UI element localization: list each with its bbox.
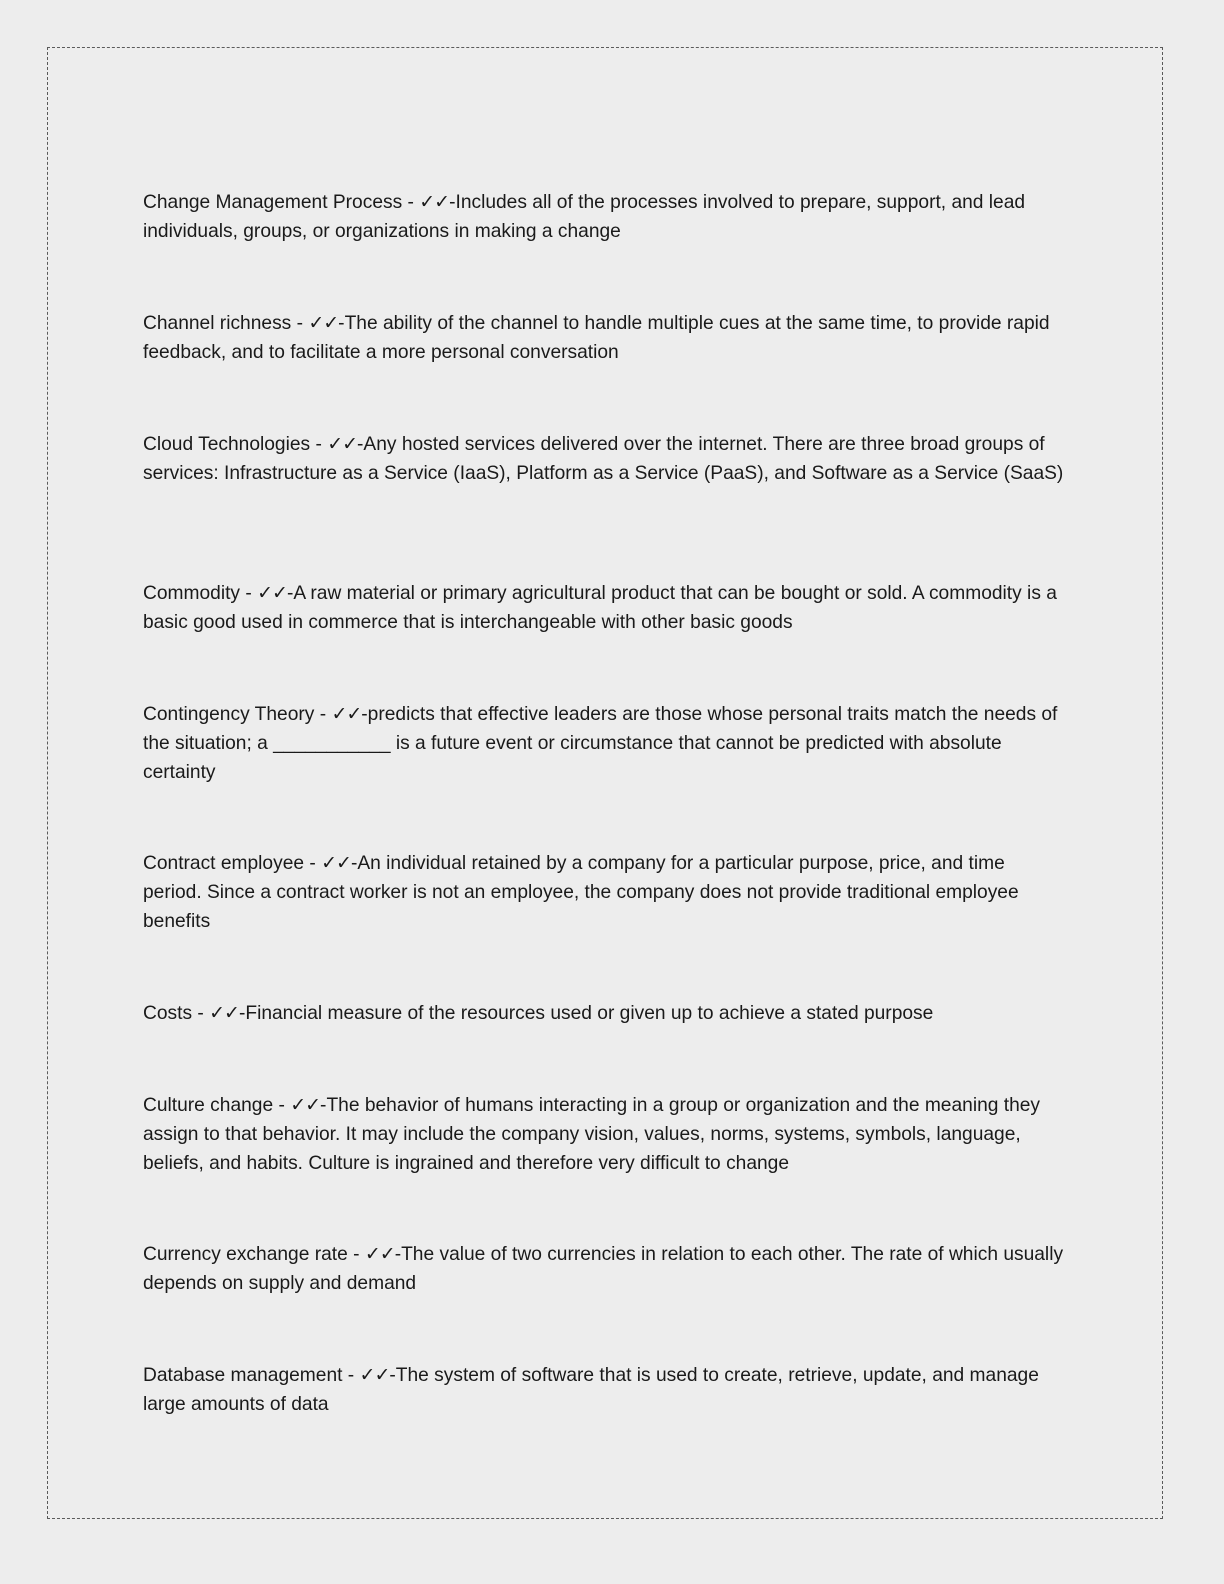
check-mark-icon: ✓✓ [419,191,450,213]
check-mark-icon: ✓✓ [290,1094,321,1116]
glossary-entry: Culture change - ✓✓-The behavior of humans interacting in a group or organization and the meaning they assign to that behavior. It may include the company vision, values, norms, systems, symbols, language, beliefs, and habits. Culture is ingrained and therefore very difficult to change [143,1094,1041,1174]
glossary-entry: Database management - ✓✓-The system of software that is used to create, retrieve, update, and manage large amounts of data [143,1364,1039,1415]
entry-term: Contract employee [143,853,305,874]
entry-definition: Any hosted services delivered over the internet. There are three broad groups of services: Infrastructure as a Service (IaaS), Platform as a Service (PaaS), and Software as a Service (SaaS) [143,434,1064,484]
entry-term: Cloud Technologies [143,434,311,455]
check-mark-icon: ✓✓ [321,852,351,874]
glossary-entry: Commodity - ✓✓-A raw material or primary agricultural product that can be bought or sold. A commodity is a basic good used in commerce that is interchangeable with other basic goods [143,582,1057,633]
entry-term: Currency exchange rate [143,1244,348,1265]
glossary-entry: Costs - ✓✓-Financial measure of the resources used or given up to achieve a stated purpose [143,1002,934,1024]
glossary-entry: Channel richness - ✓✓-The ability of the channel to handle multiple cues at the same time, to provide rapid feedback, and to facilitate a more personal conversation [143,312,1050,363]
entry-term: Database management [143,1365,343,1386]
glossary-entry: Change Management Process - ✓✓-Includes all of the processes involved to prepare, support, and lead individuals, groups, or organizations in making a change [143,191,1026,242]
check-mark-icon: ✓✓ [359,1364,390,1386]
entry-term: Channel richness [143,313,292,334]
entry-term: Costs [143,1003,193,1024]
entry-definition: The behavior of humans interacting in a group or organization and the meaning they assign to that behavior. It may include the company vision, values, norms, systems, symbols, language, beliefs, and habits. Culture is ingrained and therefore very difficult to change [143,1095,1041,1174]
entry-term: Contingency Theory [143,704,315,725]
check-mark-icon: ✓✓ [257,582,287,604]
glossary-entry: Currency exchange rate - ✓✓-The value of two currencies in relation to each other. The rate of which usually depends on supply and demand [143,1243,1064,1294]
entry-definition: Financial measure of the resources used or given up to achieve a stated purpose [245,1003,934,1024]
entry-definition: The ability of the channel to handle multiple cues at the same time, to provide rapid feedback, and to facilitate a more personal conversation [143,313,1050,363]
entry-definition: predicts that effective leaders are those whose personal traits match the needs of the situation; a ___________ is a future event or circumstance that cannot be predicted with absolute certainty [143,704,1058,783]
entry-term: Change Management Process [143,192,403,213]
check-mark-icon: ✓✓ [327,433,358,455]
check-mark-icon: ✓✓ [308,312,339,334]
glossary-entry: Contract employee - ✓✓-An individual retained by a company for a particular purpose, price, and time period. Since a contract worker is not an employee, the company does not provide traditional employee benefits [143,852,1019,932]
entry-definition: The value of two currencies in relation to each other. The rate of which usually depends on supply and demand [143,1244,1064,1294]
glossary-entry: Contingency Theory - ✓✓-predicts that effective leaders are those whose personal traits match the needs of the situation; a ___________ is a future event or circumstance that cannot be predicted with absolute certainty [143,703,1058,783]
glossary-entry: Cloud Technologies - ✓✓-Any hosted services delivered over the internet. There are three broad groups of services: Infrastructure as a Service (IaaS), Platform as a Service (PaaS), and Software as a Service (SaaS) [143,433,1064,484]
entry-definition: Includes all of the processes involved to prepare, support, and lead individuals, groups, or organizations in making a change [143,192,1026,242]
check-mark-icon: ✓✓ [364,1243,395,1265]
entry-term: Culture change [143,1095,274,1116]
entry-definition: An individual retained by a company for a particular purpose, price, and time period. Since a contract worker is not an employee, the company does not provide traditional employee benefits [143,853,1019,932]
entry-definition: A raw material or primary agricultural product that can be bought or sold. A commodity is a basic good used in commerce that is interchangeable with other basic goods [143,583,1057,633]
check-mark-icon: ✓✓ [331,703,362,725]
check-mark-icon: ✓✓ [209,1002,239,1024]
entry-definition: The system of software that is used to create, retrieve, update, and manage large amounts of data [143,1365,1039,1415]
entry-term: Commodity [143,583,241,604]
